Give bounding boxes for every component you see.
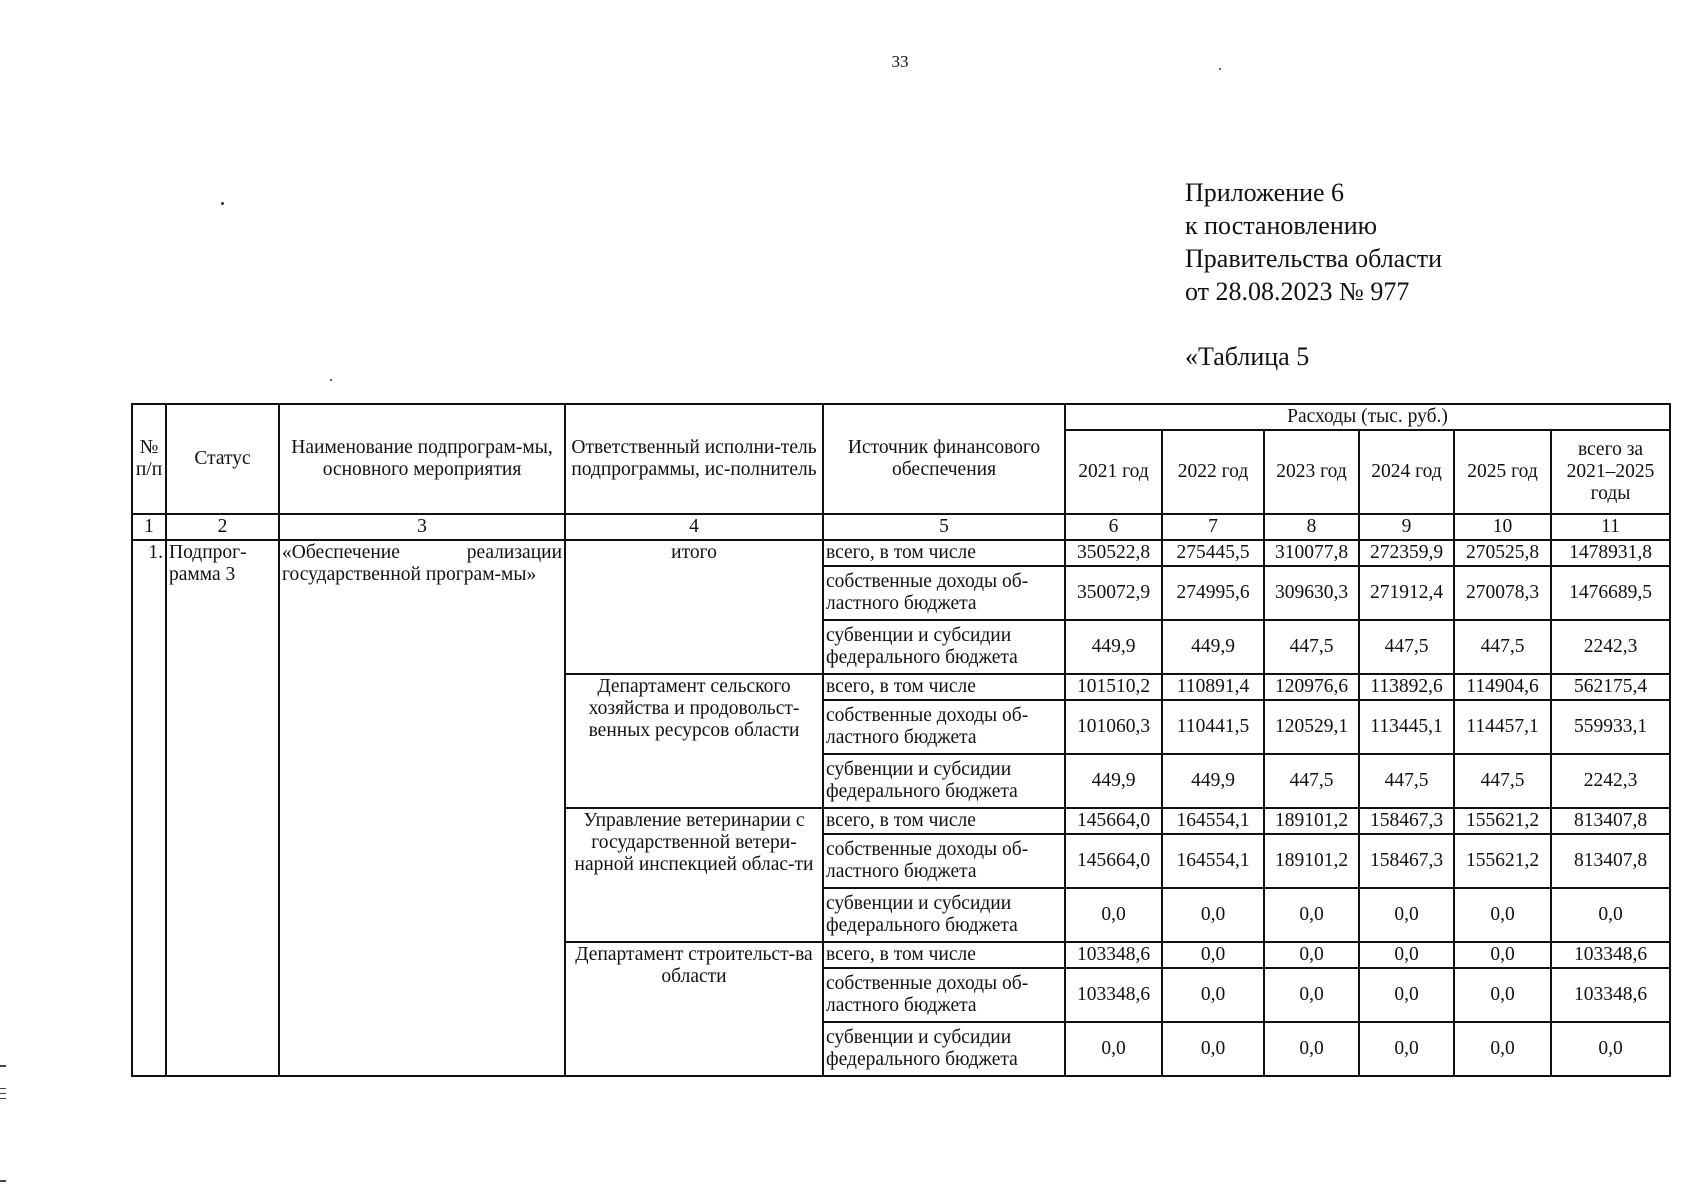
header-status: Статус bbox=[166, 404, 279, 514]
row-value: 0,0 bbox=[1359, 942, 1454, 968]
table-header bbox=[132, 404, 1670, 540]
row-value: 189101,2 bbox=[1264, 834, 1359, 888]
row-value: 0,0 bbox=[1162, 1022, 1264, 1076]
row-value: 447,5 bbox=[1454, 754, 1551, 808]
row-value: 103348,6 bbox=[1065, 968, 1162, 1022]
header-year-2024: 2024 год bbox=[1359, 430, 1454, 514]
scan-speck bbox=[221, 202, 224, 205]
row-value: 449,9 bbox=[1162, 754, 1264, 808]
row-value: 0,0 bbox=[1264, 968, 1359, 1022]
row-value: 0,0 bbox=[1264, 888, 1359, 942]
row-funding-source: субвенции и субсидии федерального бюджета bbox=[823, 1022, 1065, 1076]
row-value: 155621,2 bbox=[1454, 834, 1551, 888]
row-value: 0,0 bbox=[1162, 942, 1264, 968]
column-index-row bbox=[132, 514, 1670, 540]
row-value: 0,0 bbox=[1162, 968, 1264, 1022]
scan-edge-mark bbox=[0, 1093, 6, 1094]
header-name: Наименование подпрограм-мы, основного мероприятия bbox=[279, 404, 565, 514]
appendix-line-2: к постановлению bbox=[1185, 211, 1378, 240]
row-value: 158467,3 bbox=[1359, 808, 1454, 834]
row-value: 447,5 bbox=[1454, 620, 1551, 674]
row-value: 114904,6 bbox=[1454, 674, 1551, 700]
appendix-line-3: Правительства области bbox=[1185, 244, 1443, 273]
row-value: 103348,6 bbox=[1551, 942, 1670, 968]
row-funding-source: субвенции и субсидии федерального бюджета bbox=[823, 888, 1065, 942]
row-value: 0,0 bbox=[1162, 888, 1264, 942]
column-index: 11 bbox=[1551, 514, 1670, 540]
row-funding-source: собственные доходы об-ластного бюджета bbox=[823, 700, 1065, 754]
row-funding-source: собственные доходы об-ластного бюджета bbox=[823, 968, 1065, 1022]
column-index: 7 bbox=[1162, 514, 1264, 540]
column-index: 2 bbox=[166, 514, 279, 540]
row-value: 0,0 bbox=[1264, 942, 1359, 968]
row-value: 155621,2 bbox=[1454, 808, 1551, 834]
row-funding-source: всего, в том числе bbox=[823, 674, 1065, 700]
row-value: 0,0 bbox=[1065, 888, 1162, 942]
row-value: 103348,6 bbox=[1065, 942, 1162, 968]
column-index: 5 bbox=[823, 514, 1065, 540]
row-value: 449,9 bbox=[1065, 754, 1162, 808]
row-value: 447,5 bbox=[1264, 620, 1359, 674]
row-value: 145664,0 bbox=[1065, 808, 1162, 834]
header-source: Источник финансового обеспечения bbox=[823, 404, 1065, 514]
scan-edge-mark bbox=[0, 1180, 6, 1182]
table-body bbox=[132, 540, 1670, 1076]
column-index: 9 bbox=[1359, 514, 1454, 540]
header-executor: Ответственный исполни-тель подпрограммы, ис-полнитель bbox=[565, 404, 823, 514]
header-year-2022: 2022 год bbox=[1162, 430, 1264, 514]
table-caption: «Таблица 5 bbox=[1185, 342, 1310, 371]
header-num: № п/п bbox=[132, 404, 166, 514]
row-value: 114457,1 bbox=[1454, 700, 1551, 754]
row-executor: Департамент строительст-ва области bbox=[565, 942, 823, 1076]
row-value: 0,0 bbox=[1065, 1022, 1162, 1076]
row-value: 271912,4 bbox=[1359, 566, 1454, 620]
scan-edge-mark bbox=[0, 1098, 6, 1099]
row-status: Подпрог-рамма 3 bbox=[166, 540, 279, 1076]
row-funding-source: всего, в том числе bbox=[823, 942, 1065, 968]
row-value: 113892,6 bbox=[1359, 674, 1454, 700]
row-value: 350522,8 bbox=[1065, 540, 1162, 566]
row-value: 164554,1 bbox=[1162, 834, 1264, 888]
header-year-2021: 2021 год bbox=[1065, 430, 1162, 514]
row-value: 110441,5 bbox=[1162, 700, 1264, 754]
row-value: 449,9 bbox=[1162, 620, 1264, 674]
row-value: 2242,3 bbox=[1551, 754, 1670, 808]
row-executor: Управление ветеринарии с государственной ветери-нарной инспекцией облас-ти bbox=[565, 808, 823, 942]
row-value: 110891,4 bbox=[1162, 674, 1264, 700]
row-value: 0,0 bbox=[1359, 1022, 1454, 1076]
row-value: 310077,8 bbox=[1264, 540, 1359, 566]
header-total: всего за 2021–2025 годы bbox=[1551, 430, 1670, 514]
row-value: 1476689,5 bbox=[1551, 566, 1670, 620]
appendix-line-1: Приложение 6 bbox=[1185, 178, 1345, 207]
budget-table bbox=[131, 403, 1671, 1077]
row-value: 0,0 bbox=[1454, 942, 1551, 968]
row-value: 158467,3 bbox=[1359, 834, 1454, 888]
scan-speck bbox=[1219, 68, 1221, 70]
row-value: 101510,2 bbox=[1065, 674, 1162, 700]
row-value: 813407,8 bbox=[1551, 834, 1670, 888]
row-value: 0,0 bbox=[1454, 1022, 1551, 1076]
table-row bbox=[132, 540, 1670, 566]
row-funding-source: субвенции и субсидии федерального бюджета bbox=[823, 620, 1065, 674]
row-value: 120976,6 bbox=[1264, 674, 1359, 700]
row-value: 0,0 bbox=[1454, 968, 1551, 1022]
header-year-2023: 2023 год bbox=[1264, 430, 1359, 514]
scan-edge-mark bbox=[0, 1065, 6, 1067]
row-executor: Департамент сельского хозяйства и продовольст-венных ресурсов области bbox=[565, 674, 823, 808]
row-value: 103348,6 bbox=[1551, 968, 1670, 1022]
row-value: 274995,6 bbox=[1162, 566, 1264, 620]
column-index: 10 bbox=[1454, 514, 1551, 540]
row-value: 559933,1 bbox=[1551, 700, 1670, 754]
row-funding-source: собственные доходы об-ластного бюджета bbox=[823, 566, 1065, 620]
row-value: 272359,9 bbox=[1359, 540, 1454, 566]
appendix-line-4: от 28.08.2023 № 977 bbox=[1185, 277, 1410, 306]
row-executor: итого bbox=[565, 540, 823, 674]
column-index: 4 bbox=[565, 514, 823, 540]
row-value: 1478931,8 bbox=[1551, 540, 1670, 566]
row-value: 813407,8 bbox=[1551, 808, 1670, 834]
column-index: 6 bbox=[1065, 514, 1162, 540]
row-value: 0,0 bbox=[1551, 1022, 1670, 1076]
row-number: 1. bbox=[132, 540, 166, 1076]
header-expenses: Расходы (тыс. руб.) bbox=[1065, 404, 1670, 430]
row-subprogram-name: «Обеспечение реализации государственной програм-мы» bbox=[279, 540, 565, 1076]
row-value: 449,9 bbox=[1065, 620, 1162, 674]
column-index: 1 bbox=[132, 514, 166, 540]
row-value: 275445,5 bbox=[1162, 540, 1264, 566]
row-value: 447,5 bbox=[1359, 754, 1454, 808]
row-value: 447,5 bbox=[1359, 620, 1454, 674]
row-value: 145664,0 bbox=[1065, 834, 1162, 888]
row-funding-source: всего, в том числе bbox=[823, 808, 1065, 834]
row-value: 0,0 bbox=[1359, 888, 1454, 942]
row-funding-source: собственные доходы об-ластного бюджета bbox=[823, 834, 1065, 888]
row-value: 2242,3 bbox=[1551, 620, 1670, 674]
column-index: 8 bbox=[1264, 514, 1359, 540]
row-value: 0,0 bbox=[1359, 968, 1454, 1022]
appendix-block bbox=[1185, 176, 1442, 308]
scan-edge-mark bbox=[0, 1088, 6, 1089]
row-value: 189101,2 bbox=[1264, 808, 1359, 834]
row-funding-source: всего, в том числе bbox=[823, 540, 1065, 566]
row-value: 0,0 bbox=[1551, 888, 1670, 942]
page-number: 33 bbox=[891, 52, 909, 71]
scan-speck bbox=[330, 379, 332, 381]
row-value: 113445,1 bbox=[1359, 700, 1454, 754]
header-year-2025: 2025 год bbox=[1454, 430, 1551, 514]
row-value: 562175,4 bbox=[1551, 674, 1670, 700]
row-value: 0,0 bbox=[1454, 888, 1551, 942]
row-value: 309630,3 bbox=[1264, 566, 1359, 620]
row-value: 447,5 bbox=[1264, 754, 1359, 808]
row-value: 270078,3 bbox=[1454, 566, 1551, 620]
row-value: 164554,1 bbox=[1162, 808, 1264, 834]
row-value: 350072,9 bbox=[1065, 566, 1162, 620]
row-value: 101060,3 bbox=[1065, 700, 1162, 754]
row-value: 120529,1 bbox=[1264, 700, 1359, 754]
column-index: 3 bbox=[279, 514, 565, 540]
row-value: 270525,8 bbox=[1454, 540, 1551, 566]
row-value: 0,0 bbox=[1264, 1022, 1359, 1076]
row-funding-source: субвенции и субсидии федерального бюджета bbox=[823, 754, 1065, 808]
